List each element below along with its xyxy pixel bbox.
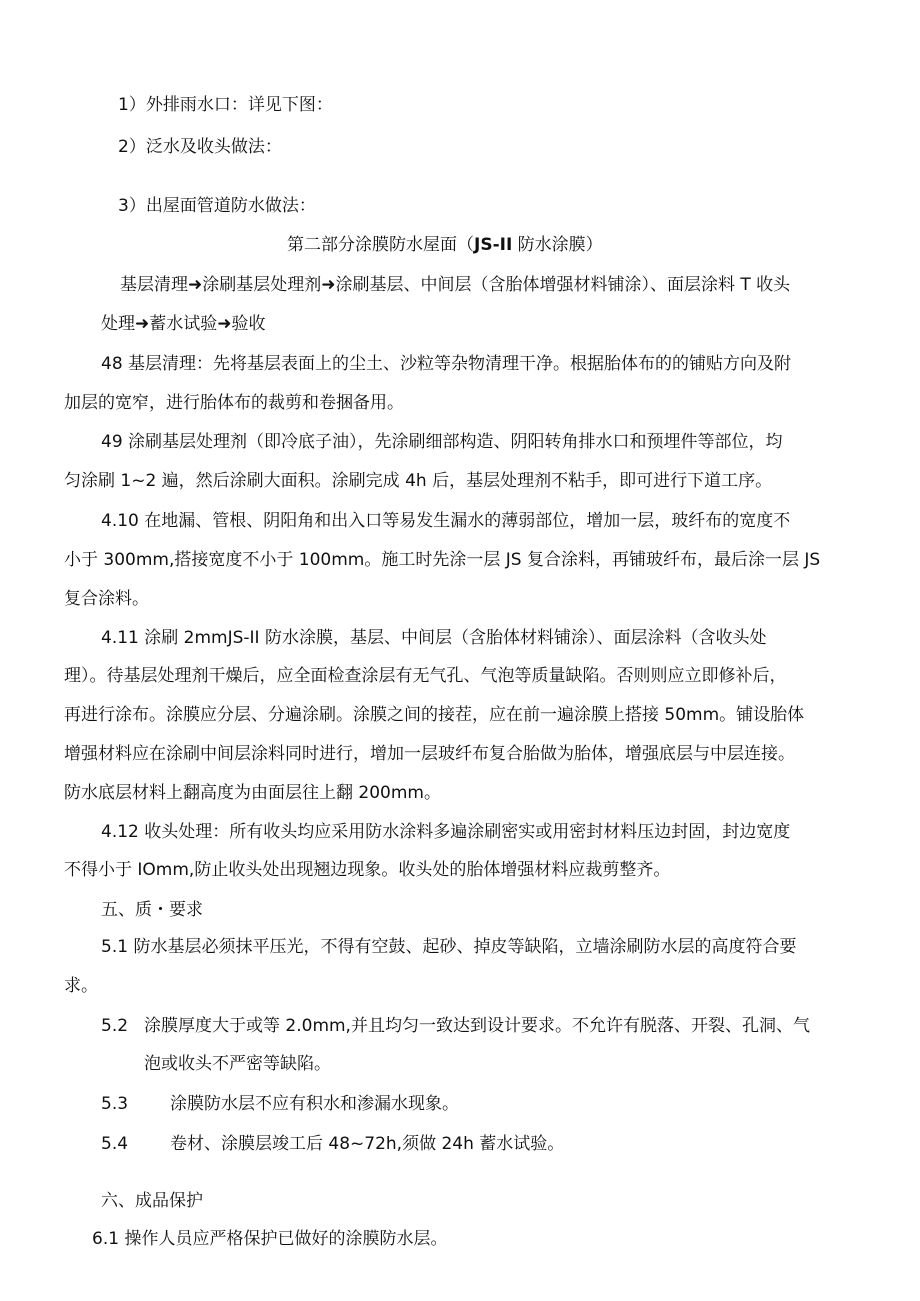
- section2-title: [287, 235, 603, 255]
- para-52-number: 5.2: [101, 1016, 129, 1036]
- para-49-line-1: 49 涂刷基层处理剂（即冷底子油），先涂刷细部构造、阴阳转角排水口和预埋件等部位，均: [101, 432, 783, 452]
- para-48-line-1: 48 基层清理：先将基层表面上的尘土、沙粒等杂物清理干净。根据胎体布的的铺贴方向及附: [101, 354, 792, 374]
- section2-title-bold: JS-II: [474, 235, 513, 255]
- section6-heading: 六、成品保护: [101, 1191, 203, 1211]
- item-flashing: 2）泛水及收头做法：: [118, 137, 282, 157]
- para-52-line-2: 泡或收头不严密等缺陷。: [144, 1054, 331, 1074]
- para-61-text: 6.1 操作人员应严格保护已做好的涂膜防水层。: [92, 1229, 448, 1249]
- para-410-line-3: 复合涂料。: [64, 589, 149, 609]
- para-410-line-1: 4.10 在地漏、管根、阴阳角和出入口等易发生漏水的薄弱部位，增加一层，玻纤布的宽度不: [101, 511, 791, 531]
- para-53-number: 5.3: [101, 1094, 129, 1114]
- section2-title-prefix: 第二部分涂膜防水屋面（: [287, 235, 474, 255]
- section5-heading: 五、质・要求: [101, 900, 203, 920]
- para-411-line-2: 理）。待基层处理剂干燥后，应全面检查涂层有无气孔、气泡等质量缺陷。否则则应立即修补后，: [64, 666, 787, 686]
- para-51-line-1: 5.1 防水基层必须抹平压光，不得有空鼓、起砂、掉皮等缺陷，立墙涂刷防水层的高度符合要: [101, 937, 797, 957]
- process-flow-line-2: 处理➜蓄水试验➜验收: [101, 314, 266, 334]
- para-48-line-2: 加层的宽窄，进行胎体布的裁剪和卷捆备用。: [64, 393, 404, 413]
- para-54-text: 卷材、涂膜层竣工后 48~72h,须做 24h 蓄水试验。: [170, 1134, 565, 1154]
- para-412-line-2: 不得小于 IOmm,防止收头处出现翘边现象。收头处的胎体增强材料应裁剪整齐。: [64, 860, 671, 880]
- para-412-line-1: 4.12 收头处理：所有收头均应采用防水涂料多遍涂刷密实或用密封材料压边封固，封边宽度: [101, 822, 791, 842]
- section2-title-suffix: 防水涂膜）: [512, 235, 603, 255]
- para-54-number: 5.4: [101, 1134, 129, 1154]
- item-pipe-waterproof: 3）出屋面管道防水做法：: [118, 196, 316, 216]
- para-411-line-5: 防水底层材料上翻高度为由面层往上翻 200mm。: [64, 783, 441, 803]
- process-flow-line-1: 基层清理➜涂刷基层处理剂➜涂刷基层、中间层（含胎体增强材料铺涂）、面层涂料 T 收头: [120, 275, 791, 295]
- para-411-line-4: 增强材料应在涂刷中间层涂料同时进行，增加一层玻纤布复合胎做为胎体，增强底层与中层连接。: [64, 744, 795, 764]
- para-49-line-2: 匀涂刷 1~2 遍，然后涂刷大面积。涂刷完成 4h 后，基层处理剂不粘手，即可进行下道工序。: [64, 471, 773, 491]
- para-410-line-2: 小于 300mm,搭接宽度不小于 100mm。施工时先涂一层 JS 复合涂料，再铺玻纤布，最后涂一层 JS: [64, 550, 821, 570]
- para-411-line-3: 再进行涂布。涂膜应分层、分遍涂刷。涂膜之间的接茬，应在前一遍涂膜上搭接 50mm。铺设胎体: [64, 705, 805, 725]
- para-53-text: 涂膜防水层不应有积水和渗漏水现象。: [170, 1094, 459, 1114]
- item-outer-drain: 1）外排雨水口：详见下图：: [118, 95, 333, 115]
- para-411-line-1: 4.11 涂刷 2mmJS-II 防水涂膜，基层、中间层（含胎体材料铺涂）、面层涂料（含收头处: [101, 628, 767, 648]
- para-51-line-2: 求。: [64, 976, 98, 996]
- para-52-line-1: 涂膜厚度大于或等 2.0mm,并且均匀一致达到设计要求。不允许有脱落、开裂、孔洞、气: [144, 1016, 810, 1036]
